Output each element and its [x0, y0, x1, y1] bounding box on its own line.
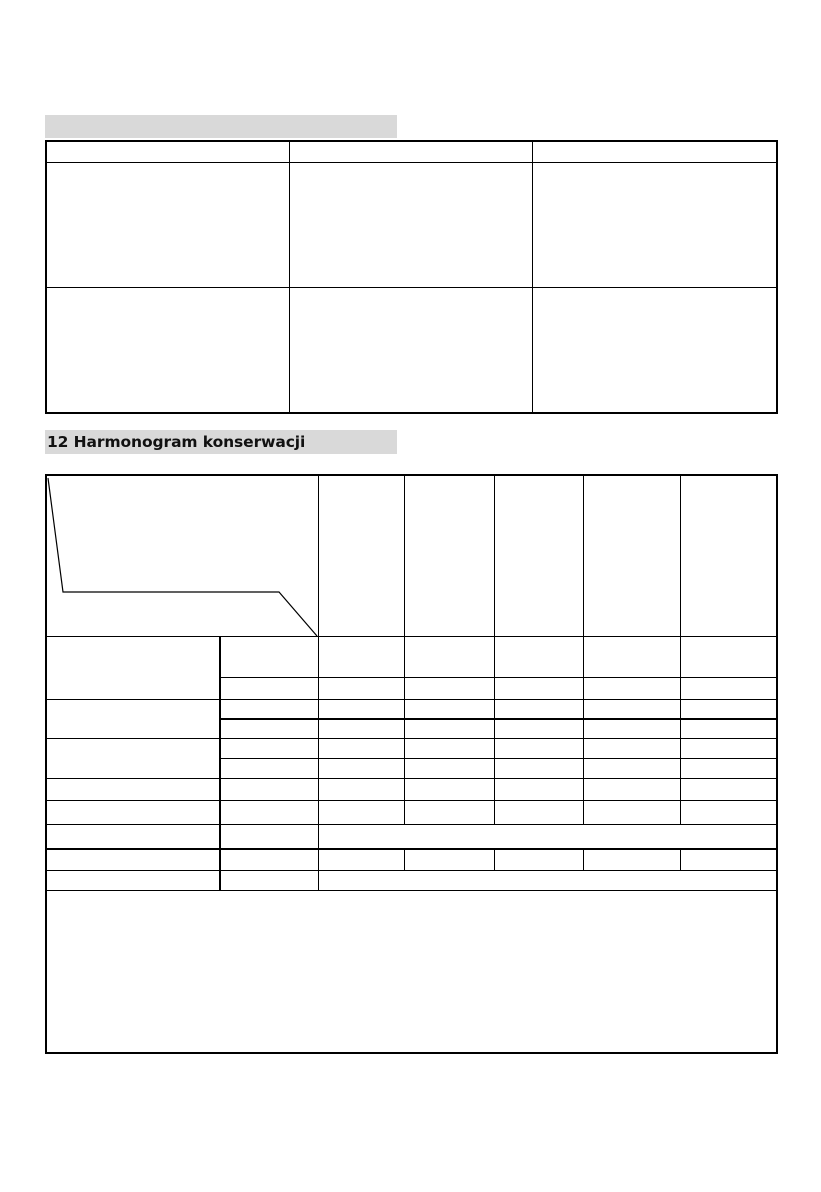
schedule-col-divider-2: [494, 848, 495, 870]
row-sub-label: [224, 640, 314, 675]
schedule-col-divider-4: [680, 474, 681, 636]
schedule-col-divider-4: [680, 848, 681, 870]
schedule-row-line: [45, 824, 778, 825]
schedule-row-line: [45, 699, 778, 700]
column-header-4: [587, 480, 676, 630]
row-label: [50, 741, 215, 775]
schedule-section-title: 12 Harmonogram konserwacji: [47, 433, 306, 451]
schedule-col-divider-1: [404, 848, 405, 870]
schedule-col-divider-1: [404, 474, 405, 636]
row-sub-label: [224, 722, 314, 736]
schedule-row-line: [45, 778, 778, 779]
schedule-col-divider-4: [680, 636, 681, 824]
schedule-col-divider-3: [583, 474, 584, 636]
schedule-header-divider: [45, 636, 778, 637]
schedule-row-line: [45, 870, 778, 871]
row-label: [50, 872, 215, 888]
row-label: [50, 851, 215, 868]
row-label: [50, 781, 215, 798]
column-header-1: [322, 480, 400, 630]
column-header-2: [408, 480, 490, 630]
schedule-col-divider-3: [583, 848, 584, 870]
schedule-row-line: [45, 848, 778, 850]
row-sub-label: [224, 702, 314, 716]
schedule-col-divider-1: [404, 636, 405, 824]
schedule-row-line: [220, 758, 778, 759]
schedule-row-line: [45, 800, 778, 801]
schedule-row-line: [220, 677, 778, 678]
row-label: [50, 827, 215, 846]
row-sub-label: [224, 680, 314, 697]
row-label: [50, 702, 215, 736]
schedule-row-line: [220, 718, 778, 720]
schedule-col-divider-body-0: [318, 849, 319, 890]
schedule-col-divider-header-0: [318, 474, 319, 849]
row-label: [50, 803, 215, 822]
schedule-row-line: [45, 738, 778, 739]
schedule-label-col-divider: [219, 636, 221, 890]
row-label: [50, 640, 215, 696]
column-header-3: [498, 480, 579, 630]
schedule-col-divider-2: [494, 636, 495, 824]
corner-label: [90, 495, 290, 575]
schedule-col-divider-3: [583, 636, 584, 824]
schedule-notes-divider: [45, 890, 778, 891]
schedule-notes: [52, 896, 770, 1046]
row-sub-label: [224, 761, 314, 776]
row-sub-label: [224, 741, 314, 756]
schedule-col-divider-2: [494, 474, 495, 636]
column-header-5: [684, 480, 774, 630]
